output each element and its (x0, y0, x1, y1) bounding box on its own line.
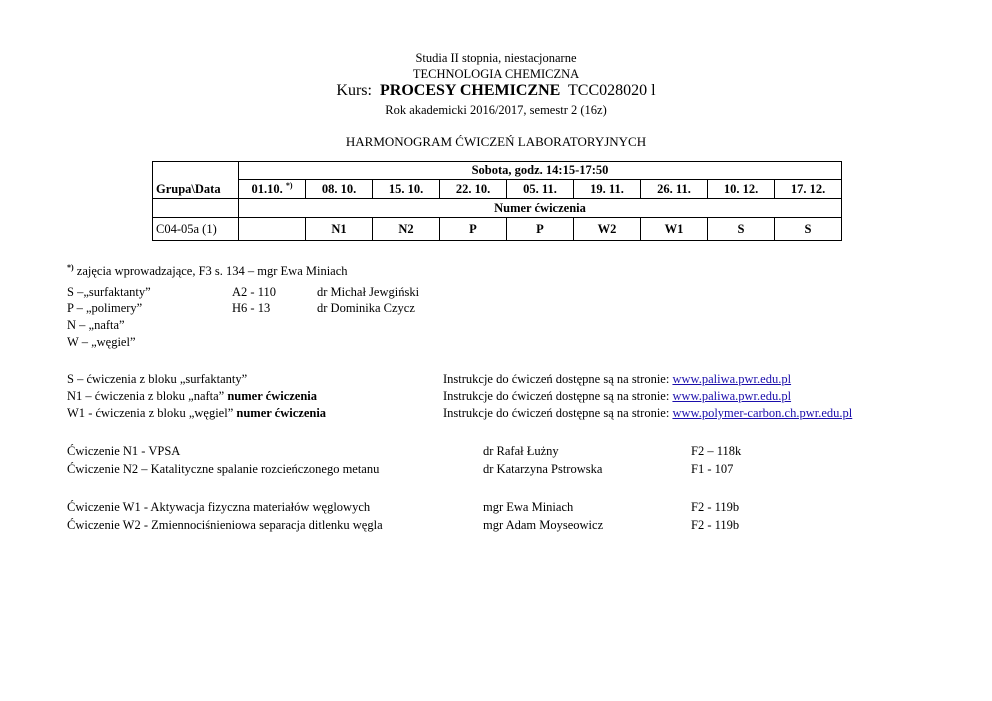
exercise-person: mgr Ewa Miniach (483, 500, 574, 514)
academic-year: Rok akademicki 2016/2017, semestr 2 (16z) (385, 103, 607, 117)
block-instruction: Instrukcje do ćwiczeń dostępne są na stronie: www.paliwa.pwr.edu.pl (443, 389, 792, 403)
exercise-room: F2 - 119b (691, 518, 740, 532)
exercise-name: Ćwiczenie W2 - Zmiennociśnieniowa separacja ditlenku węgla (67, 518, 383, 532)
exercise-name: Ćwiczenie W1 - Aktywacja fizyczna materiałów węglowych (67, 500, 371, 514)
exercise-cell: S (708, 218, 775, 241)
exercise-cell: N2 (373, 218, 440, 241)
legend-room: H6 - 13 (232, 301, 271, 315)
course-prefix: Kurs: (336, 82, 372, 99)
course-code: TCC028020 l (568, 82, 656, 99)
footnote-mark: *) (67, 263, 74, 272)
exercise-cell: W2 (574, 218, 641, 241)
exercise-room: F2 - 119b (691, 500, 740, 514)
block-instruction: Instrukcje do ćwiczeń dostępne są na stronie: www.polymer-carbon.ch.pwr.edu.pl (443, 406, 853, 420)
exercise-person: dr Katarzyna Pstrowska (483, 462, 603, 476)
instruction-link[interactable]: www.paliwa.pwr.edu.pl (672, 389, 792, 403)
date-cell: 05. 11. (507, 180, 574, 199)
exercise-room: F2 – 118k (691, 444, 742, 458)
date-cell: 19. 11. (574, 180, 641, 199)
legend-item: S –„surfaktanty” (67, 285, 151, 299)
group-cell: C04-05a (1) (153, 218, 239, 241)
date-cell: 22. 10. (440, 180, 507, 199)
exercise-cell: S (775, 218, 842, 241)
legend-person: dr Dominika Czycz (317, 301, 415, 315)
group-date-header: Grupa\Data (153, 162, 239, 199)
date-cell-first: 01.10. *) (239, 180, 306, 199)
legend-room: A2 - 110 (232, 285, 276, 299)
exercise-cell-empty (239, 218, 306, 241)
instruction-link[interactable]: www.polymer-carbon.ch.pwr.edu.pl (672, 406, 853, 420)
course-name: PROCESY CHEMICZNE (379, 82, 561, 99)
legend-item: N – „nafta” (67, 318, 125, 332)
course-title (0, 82, 992, 100)
date-cell: 26. 11. (641, 180, 708, 199)
footnote-text: zajęcia wprowadzające, F3 s. 134 – mgr Ewa Miniach (73, 264, 348, 279)
schedule-title: HARMONOGRAM ĆWICZEŃ LABORATORYJNYCH (345, 134, 647, 149)
date-cell: 15. 10. (373, 180, 440, 199)
block-desc: N1 – ćwiczenia z bloku „nafta” numer ćwiczenia (67, 389, 318, 403)
instruction-link[interactable]: www.paliwa.pwr.edu.pl (672, 372, 792, 386)
exercise-name: Ćwiczenie N1 - VPSA (67, 444, 181, 458)
exercise-room: F1 - 107 (691, 462, 734, 476)
legend-item: P – „polimery” (67, 301, 143, 315)
exercise-person: mgr Adam Moyseowicz (483, 518, 604, 532)
schedule-table (152, 161, 842, 241)
exercise-person: dr Rafał Łużny (483, 444, 559, 458)
legend-person: dr Michał Jewgiński (317, 285, 420, 299)
exercise-cell: P (507, 218, 574, 241)
day-header: Sobota, godz. 14:15-17:50 (239, 162, 842, 180)
block-desc: S – ćwiczenia z bloku „surfaktanty” (67, 372, 248, 386)
exercise-name: Ćwiczenie N2 – Katalityczne spalanie rozcieńczonego metanu (67, 462, 380, 476)
date-cell: 17. 12. (775, 180, 842, 199)
exercise-cell: P (440, 218, 507, 241)
date-cell: 08. 10. (306, 180, 373, 199)
footnote (67, 263, 348, 279)
header-line-field: TECHNOLOGIA CHEMICZNA (412, 67, 580, 81)
exercise-cell: N1 (306, 218, 373, 241)
exercise-cell: W1 (641, 218, 708, 241)
empty-cell (153, 199, 239, 218)
block-desc: W1 - ćwiczenia z bloku „węgiel” numer ćwiczenia (67, 406, 327, 420)
date-cell: 10. 12. (708, 180, 775, 199)
block-instruction: Instrukcje do ćwiczeń dostępne są na stronie: www.paliwa.pwr.edu.pl (443, 372, 792, 386)
exercise-number-header: Numer ćwiczenia (239, 199, 842, 218)
header-line-study: Studia II stopnia, niestacjonarne (415, 51, 577, 65)
legend-item: W – „węgiel” (67, 335, 136, 349)
